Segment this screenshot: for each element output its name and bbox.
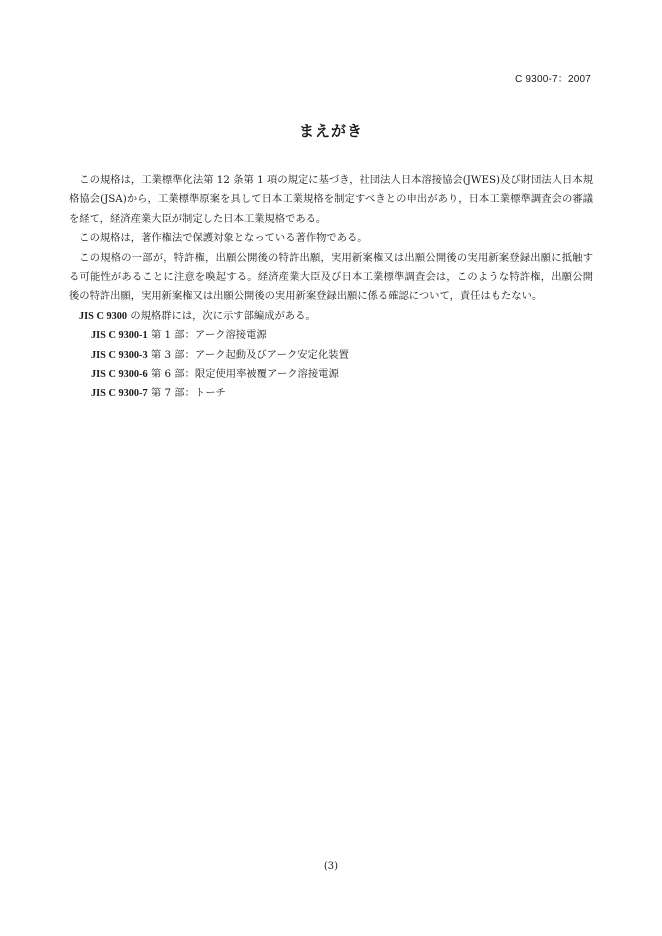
list-item [91, 365, 593, 384]
parts-list [69, 326, 593, 404]
parts-intro [69, 307, 593, 326]
part-code: JIS C 9300-1 [91, 330, 148, 342]
part-code: JIS C 9300-3 [91, 349, 148, 361]
parts-intro-text: の規格群には，次に示す部編成がある。 [127, 309, 316, 322]
part-title: 第 6 部：限定使用率被覆アーク溶接電源 [147, 368, 339, 381]
part-code: JIS C 9300-6 [91, 369, 148, 381]
list-item [91, 346, 593, 365]
paragraph-patent-notice: この規格の一部が，特許権，出願公開後の特許出願，実用新案権又は出願公開後の実用新案登録出願に抵触する可能性があることに注意を喚起する。経済産業大臣及び日本工業標準調査会は，このような特許権，出願公開後の特許出願，実用新案権又は出願公開後の実用新案登録出願に係る確認について，責任はもたない。 [69, 251, 593, 303]
part-title: 第 7 部：トーチ [147, 387, 226, 400]
page-title: まえがき [298, 122, 363, 140]
list-item [91, 326, 593, 345]
paragraph-enactment: この規格は，工業標準化法第 12 条第 1 項の規定に基づき，社団法人日本溶接協会(JWES)及び財団法人日本規格協会(JSA)から，工業標準原案を具して日本工業規格を制定すべきとの申出があり，日本工業標準調査会の審議を経て，経済産業大臣が制定した日本工業規格である。 [69, 174, 593, 225]
part-title: 第 1 部：アーク溶接電源 [147, 329, 267, 342]
paragraph-copyright: この規格は，著作権法で保護対象となっている著作物である。 [79, 232, 368, 245]
document-identifier: C 9300-7：2007 [515, 74, 591, 85]
standard-code: JIS C 9300 [79, 310, 128, 322]
page-number: (3) [323, 861, 339, 872]
foreword-body [69, 171, 593, 404]
list-item [91, 384, 593, 403]
part-title: 第 3 部：アーク起動及びアーク安定化装置 [147, 348, 349, 361]
part-code: JIS C 9300-7 [91, 388, 148, 400]
